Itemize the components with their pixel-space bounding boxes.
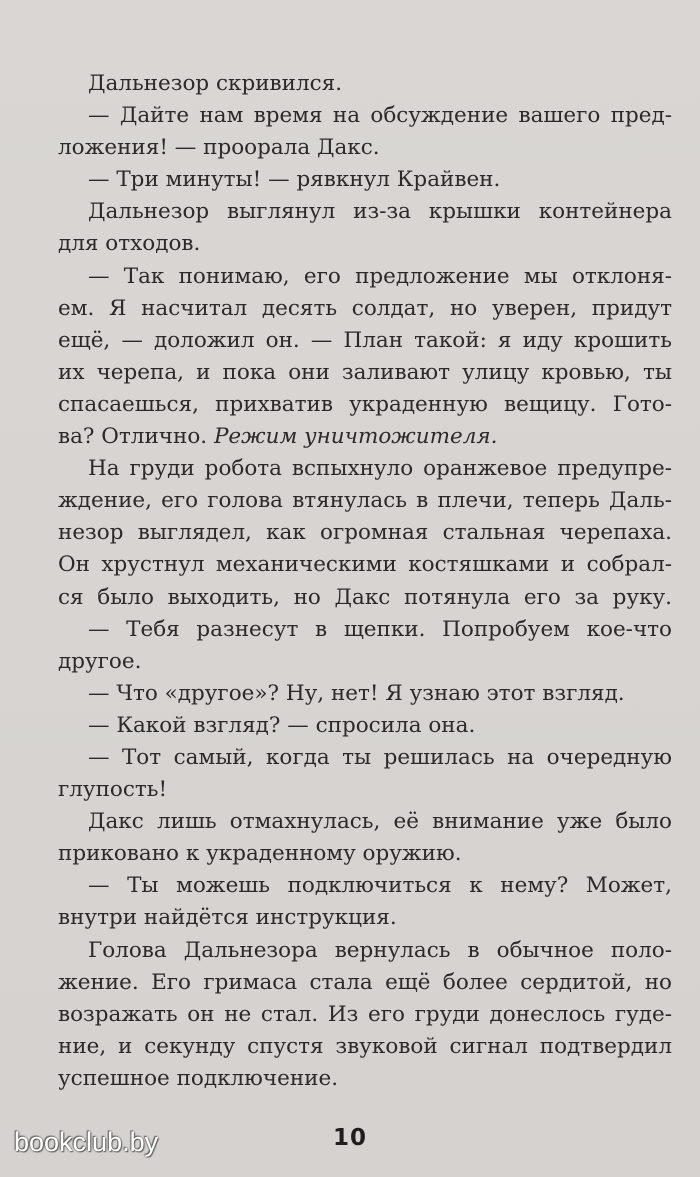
- line-text: успешное подключение.: [58, 1065, 339, 1091]
- line-text: ложения! — проорала Дакс.: [58, 135, 380, 161]
- line-text: — Так понимаю, его предложение мы отклоня-: [88, 263, 672, 289]
- line-text: Он хрустнул механическими костяшками и собрал-: [58, 552, 672, 578]
- line-text: — Три минуты! — рявкнул Крайвен.: [88, 167, 501, 193]
- text-line: [88, 68, 672, 100]
- text-line: [88, 742, 672, 774]
- line-text: их черепа, и пока они заливают улицу кровью, ты: [58, 359, 672, 385]
- text-line: [88, 678, 672, 710]
- line-text: спасаешься, прихватив украденную вещицу. Гото-: [58, 391, 672, 417]
- text-line: [88, 261, 672, 293]
- text-line: [58, 132, 672, 164]
- text-line: [88, 453, 672, 485]
- text-line: [88, 164, 672, 196]
- text-line: [58, 549, 672, 581]
- line-text: — Тот самый, когда ты решилась на очередную: [88, 744, 672, 770]
- line-text: На груди робота вспыхнуло оранжевое предупре-: [88, 456, 672, 482]
- line-text: возражать он не стал. Из его груди донеслось гуде-: [58, 1001, 672, 1027]
- text-line: [58, 646, 672, 678]
- page-number: 10: [332, 1125, 367, 1151]
- line-text: — Ты можешь подключиться к нему? Может,: [88, 873, 672, 899]
- text-line: [58, 902, 672, 934]
- line-text: Дакс лишь отмахнулась, её внимание уже было: [88, 809, 672, 835]
- line-text: — Тебя разнесут в щепки. Попробуем кое-что: [88, 616, 672, 642]
- text-line: [58, 325, 672, 357]
- text-line: [88, 100, 672, 132]
- line-text: ждение, его голова втянулась в плечи, теперь Даль-: [58, 488, 672, 514]
- text-line: [58, 389, 672, 421]
- text-line: [88, 870, 672, 902]
- line-text: жение. Его гримаса стала ещё более сердитой, но: [58, 969, 672, 995]
- text-line: [58, 421, 672, 453]
- text-line: [58, 1063, 672, 1095]
- text-line: [88, 806, 672, 838]
- line-text: глупость!: [58, 777, 168, 803]
- text-line: [88, 196, 672, 228]
- text-line: [88, 614, 672, 646]
- page-text: [58, 68, 672, 1095]
- text-line: [58, 228, 672, 260]
- line-text: приковано к украденному оружию.: [58, 841, 462, 867]
- line-text: другое.: [58, 648, 142, 674]
- line-text: ние, и секунду спустя звуковой сигнал подтвердил: [58, 1033, 672, 1059]
- text-line: [58, 357, 672, 389]
- text-line: [58, 517, 672, 549]
- line-text: Дальнезор выглянул из-за крышки контейнера: [88, 199, 672, 225]
- text-line: [88, 935, 672, 967]
- line-text: — Какой взгляд? — спросила она.: [88, 712, 476, 738]
- text-line: [58, 1031, 672, 1063]
- line-text: ся было выходить, но Дакс потянула его за руку.: [58, 584, 672, 610]
- text-line: [58, 582, 672, 614]
- text-line: [58, 774, 672, 806]
- line-text: Голова Дальнезора вернулась в обычное поло-: [88, 937, 672, 963]
- text-line: [88, 710, 672, 742]
- line-text: внутри найдётся инструкция.: [58, 905, 397, 931]
- text-line: [58, 293, 672, 325]
- watermark: bookclub.by: [14, 1127, 159, 1157]
- line-text: Дальнезор скривился.: [88, 71, 343, 96]
- text-line: [58, 999, 672, 1031]
- italic-phrase: Режим уничтожителя.: [213, 424, 498, 450]
- line-text: для отходов.: [58, 231, 201, 257]
- line-text: ва? Отлично.: [58, 424, 208, 450]
- line-text: ещё, — доложил он. — План такой: я иду крошить: [58, 327, 672, 353]
- line-text: ем. Я насчитал десять солдат, но уверен, придут: [58, 295, 672, 321]
- line-text: — Дайте нам время на обсуждение вашего пред-: [88, 103, 672, 129]
- text-line: [58, 838, 672, 870]
- text-line: [58, 485, 672, 517]
- line-text: — Что «другое»? Ну, нет! Я узнаю этот взгляд.: [88, 680, 625, 706]
- text-line: [58, 967, 672, 999]
- line-text: незор выглядел, как огромная стальная черепаха.: [58, 520, 672, 546]
